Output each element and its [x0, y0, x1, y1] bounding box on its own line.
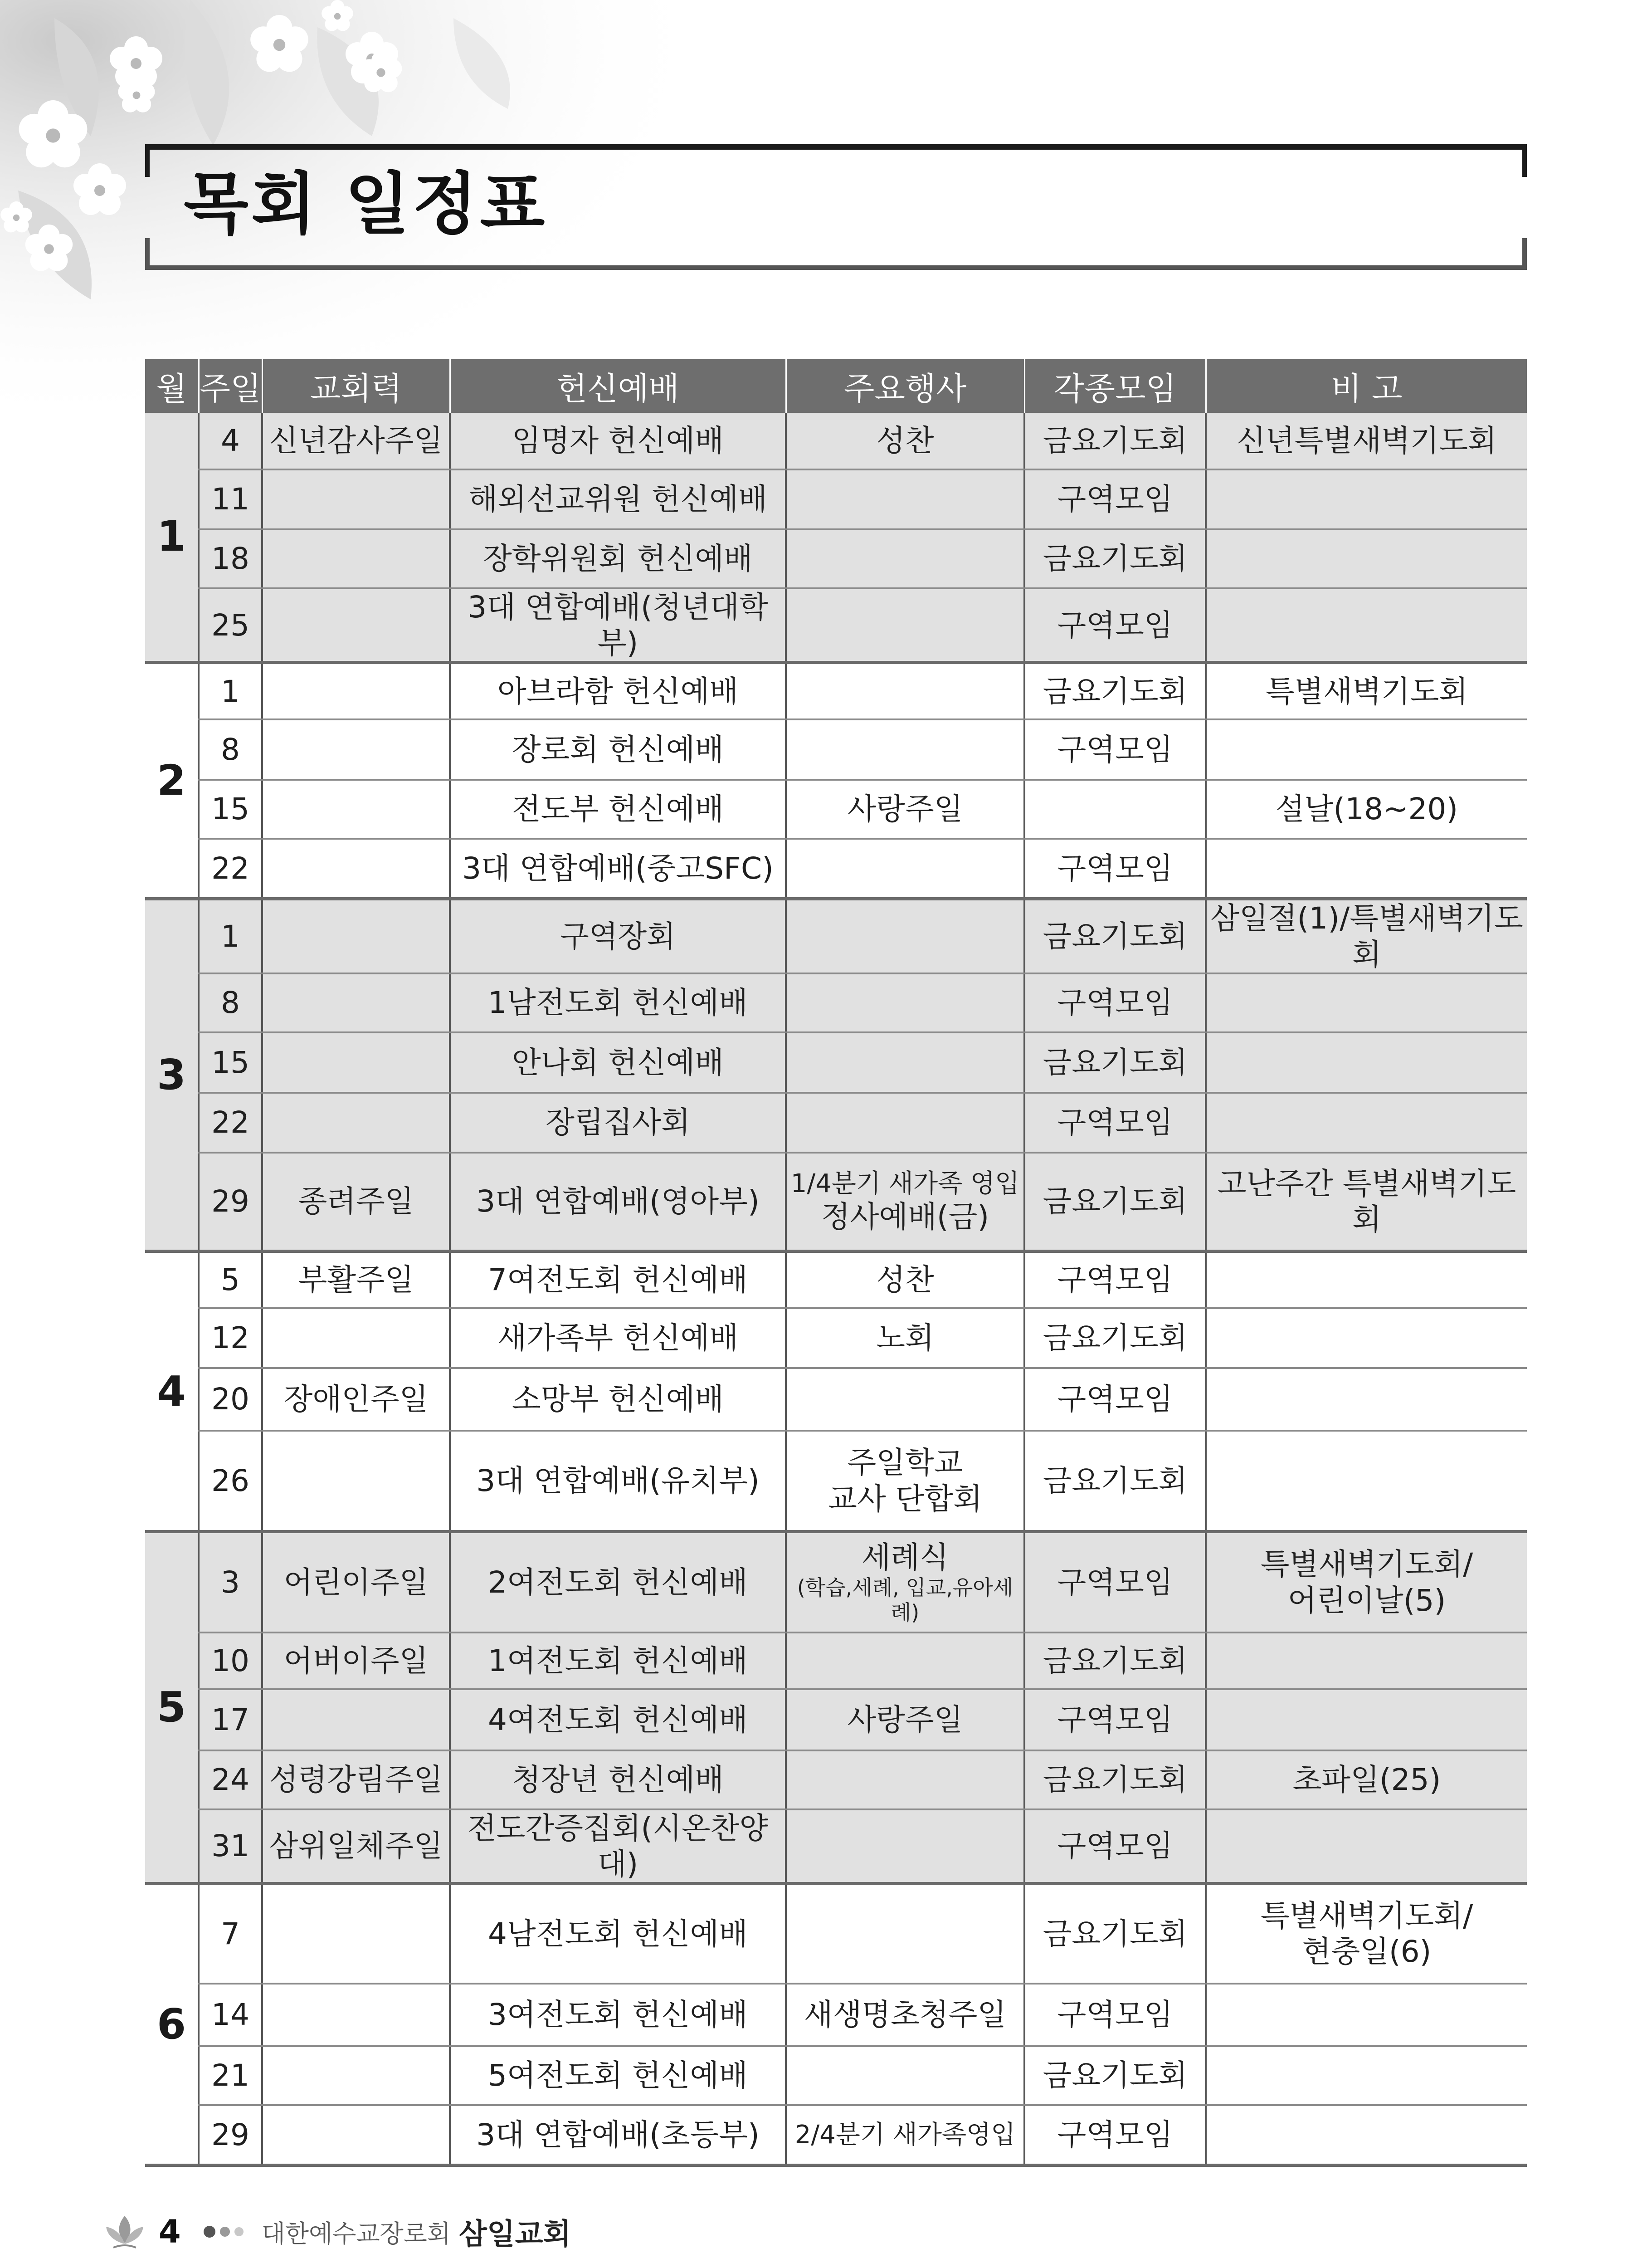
sunday-cell: 8: [199, 719, 262, 780]
dedication-service-cell: 안나회 헌신예배: [450, 1032, 786, 1093]
month-group: [145, 413, 1527, 663]
table-row: [145, 1633, 1527, 1689]
sunday-cell: 22: [199, 1093, 262, 1153]
notes-cell: 신년특별새벽기도회: [1206, 413, 1527, 469]
table-row: [145, 719, 1527, 780]
meetings-cell: 구역모임: [1024, 1984, 1206, 2046]
main-event-cell: 사랑주일: [786, 1689, 1024, 1750]
meetings-cell: 금요기도회: [1024, 663, 1206, 719]
table-row: [145, 413, 1527, 469]
church-calendar-cell: [262, 2105, 450, 2165]
sunday-cell: 29: [199, 2105, 262, 2165]
table-row: [145, 1093, 1527, 1153]
header-month: 월: [145, 359, 199, 413]
page-title: 목회 일정표: [184, 165, 548, 243]
notes-cell: [1206, 469, 1527, 529]
main-event-cell: [786, 1750, 1024, 1809]
main-event-cell: 2/4분기 새가족영입: [786, 2105, 1024, 2165]
church-calendar-cell: [262, 1431, 450, 1532]
sunday-cell: 11: [199, 469, 262, 529]
meetings-cell: 금요기도회: [1024, 2046, 1206, 2105]
notes-cell: [1206, 1093, 1527, 1153]
meetings-cell: 구역모임: [1024, 469, 1206, 529]
meetings-cell: 구역모임: [1024, 1093, 1206, 1153]
notes-cell: [1206, 1431, 1527, 1532]
dedication-service-cell: 3여전도회 헌신예배: [450, 1984, 786, 2046]
notes-cell-line: 특별새벽기도회/: [1260, 1547, 1473, 1582]
month-cell: 5: [145, 1532, 199, 1884]
month-cell: 6: [145, 1884, 199, 2165]
notes-cell: 특별새벽기도회: [1206, 663, 1527, 719]
table-row: [145, 1532, 1527, 1633]
notes-cell: [1206, 2046, 1527, 2105]
meetings-cell: 금요기도회: [1024, 1750, 1206, 1809]
meetings-cell: 금요기도회: [1024, 1308, 1206, 1368]
meetings-cell: 구역모임: [1024, 1368, 1206, 1431]
dedication-service-cell: 3대 연합예배(영아부): [450, 1153, 786, 1251]
dedication-service-cell: 4여전도회 헌신예배: [450, 1689, 786, 1750]
sunday-cell: 3: [199, 1532, 262, 1633]
church-calendar-cell: [262, 780, 450, 839]
dot-icon: [204, 2226, 215, 2238]
main-event-cell: [786, 469, 1024, 529]
main-event-cell: 새생명초청주일: [786, 1984, 1024, 2046]
dot-icon: [220, 2227, 230, 2237]
notes-cell-line: 어린이날(5): [1287, 1583, 1446, 1618]
church-calendar-cell: [262, 1884, 450, 1984]
table-row: [145, 1153, 1527, 1251]
church-calendar-cell: [262, 588, 450, 663]
church-calendar-cell: [262, 1984, 450, 2046]
church-calendar-cell: [262, 973, 450, 1032]
meetings-cell: 금요기도회: [1024, 1153, 1206, 1251]
sunday-cell: 8: [199, 973, 262, 1032]
dedication-service-cell: 3대 연합예배(초등부): [450, 2105, 786, 2165]
meetings-cell: 구역모임: [1024, 2105, 1206, 2165]
sunday-cell: 20: [199, 1368, 262, 1431]
table-row: [145, 1251, 1527, 1308]
sunday-cell: 25: [199, 588, 262, 663]
dedication-service-cell: 임명자 헌신예배: [450, 413, 786, 469]
table-row: [145, 2105, 1527, 2165]
dedication-service-cell: 장학위원회 헌신예배: [450, 529, 786, 588]
leaf-icon: [104, 2211, 145, 2252]
sunday-cell: 31: [199, 1809, 262, 1884]
main-event-cell-line: 정사예배(금): [821, 1199, 989, 1234]
notes-cell: [1206, 1308, 1527, 1368]
meetings-cell: 구역모임: [1024, 1532, 1206, 1633]
notes-cell: [1206, 1884, 1527, 1984]
main-event-cell: [786, 1809, 1024, 1884]
table-row: [145, 1884, 1527, 1984]
church-calendar-cell: 어버이주일: [262, 1633, 450, 1689]
main-event-cell-line: 교사 단합회: [828, 1481, 982, 1516]
frame-corner-tl: [145, 150, 150, 177]
church-calendar-cell: [262, 899, 450, 973]
main-event-cell: [786, 588, 1024, 663]
meetings-cell: 금요기도회: [1024, 1431, 1206, 1532]
notes-cell: [1206, 719, 1527, 780]
church-calendar-cell: [262, 663, 450, 719]
month-cell: 3: [145, 899, 199, 1251]
header-notes: 비 고: [1206, 359, 1527, 413]
meetings-cell: 구역모임: [1024, 1809, 1206, 1884]
table-row: [145, 1032, 1527, 1093]
table-row: [145, 663, 1527, 719]
main-event-cell: [786, 1532, 1024, 1633]
dedication-service-cell: 2여전도회 헌신예배: [450, 1532, 786, 1633]
dedication-service-cell: 1남전도회 헌신예배: [450, 973, 786, 1032]
table-header-row: [145, 359, 1527, 413]
meetings-cell: [1024, 780, 1206, 839]
main-event-cell: [786, 1884, 1024, 1984]
table-row: [145, 1689, 1527, 1750]
notes-cell-line: 특별새벽기도회/: [1260, 1898, 1473, 1934]
notes-cell: [1206, 1689, 1527, 1750]
table-row: [145, 899, 1527, 973]
main-event-cell: [786, 1633, 1024, 1689]
footer-church-name: 삼일교회: [459, 2218, 571, 2251]
dedication-service-cell: 전도부 헌신예배: [450, 780, 786, 839]
notes-cell: 삼일절(1)/특별새벽기도회: [1206, 899, 1527, 973]
notes-cell: [1206, 2105, 1527, 2165]
header-meetings: 각종모임: [1024, 359, 1206, 413]
sunday-cell: 22: [199, 839, 262, 899]
notes-cell: [1206, 1251, 1527, 1308]
table-row: [145, 2046, 1527, 2105]
church-calendar-cell: 신년감사주일: [262, 413, 450, 469]
meetings-cell: 금요기도회: [1024, 899, 1206, 973]
meetings-cell: 금요기도회: [1024, 1633, 1206, 1689]
notes-cell: [1206, 1368, 1527, 1431]
main-event-cell-line: 주일학교: [847, 1445, 963, 1481]
main-event-cell: 노회: [786, 1308, 1024, 1368]
main-event-cell: 성찬: [786, 413, 1024, 469]
month-cell: 2: [145, 663, 199, 899]
main-event-cell: [786, 663, 1024, 719]
dedication-service-cell: 장로회 헌신예배: [450, 719, 786, 780]
table-row: [145, 1750, 1527, 1809]
main-event-cell: 사랑주일: [786, 780, 1024, 839]
main-event-cell: [786, 529, 1024, 588]
church-calendar-cell: 부활주일: [262, 1251, 450, 1308]
church-calendar-cell: [262, 1689, 450, 1750]
sunday-cell: 7: [199, 1884, 262, 1984]
header-church-calendar: 교회력: [262, 359, 450, 413]
dedication-service-cell: 7여전도회 헌신예배: [450, 1251, 786, 1308]
sunday-cell: 10: [199, 1633, 262, 1689]
notes-cell: [1206, 1532, 1527, 1633]
dedication-service-cell: 장립집사회: [450, 1093, 786, 1153]
dedication-service-cell: 전도간증집회(시온찬양대): [450, 1809, 786, 1884]
sunday-cell: 24: [199, 1750, 262, 1809]
notes-cell-line: 현충일(6): [1302, 1934, 1432, 1970]
sunday-cell: 12: [199, 1308, 262, 1368]
church-calendar-cell: [262, 839, 450, 899]
church-calendar-cell: 삼위일체주일: [262, 1809, 450, 1884]
sunday-cell: 1: [199, 899, 262, 973]
dedication-service-cell: 해외선교위원 헌신예배: [450, 469, 786, 529]
table-row: [145, 588, 1527, 663]
frame-corner-br: [1522, 238, 1527, 265]
table-row: [145, 1368, 1527, 1431]
church-calendar-cell: 어린이주일: [262, 1532, 450, 1633]
dedication-service-cell: 5여전도회 헌신예배: [450, 2046, 786, 2105]
page-number: 4: [159, 2213, 181, 2250]
sunday-cell: 5: [199, 1251, 262, 1308]
main-event-cell: [786, 719, 1024, 780]
table-row: [145, 469, 1527, 529]
month-group: [145, 1532, 1527, 1884]
month-group: [145, 1884, 1527, 2165]
meetings-cell: 구역모임: [1024, 588, 1206, 663]
sunday-cell: 15: [199, 780, 262, 839]
notes-cell: [1206, 1809, 1527, 1884]
church-calendar-cell: 성령강림주일: [262, 1750, 450, 1809]
table-row: [145, 780, 1527, 839]
notes-cell: [1206, 839, 1527, 899]
main-event-cell: [786, 1032, 1024, 1093]
table-row: [145, 1809, 1527, 1884]
month-group: [145, 663, 1527, 899]
meetings-cell: 금요기도회: [1024, 1032, 1206, 1093]
dedication-service-cell: 구역장회: [450, 899, 786, 973]
header-main-event: 주요행사: [786, 359, 1024, 413]
main-event-cell: [786, 2046, 1024, 2105]
table-row: [145, 1308, 1527, 1368]
meetings-cell: 금요기도회: [1024, 529, 1206, 588]
church-calendar-cell: [262, 719, 450, 780]
table-row: [145, 529, 1527, 588]
meetings-cell: 구역모임: [1024, 973, 1206, 1032]
dot-icon: [234, 2227, 244, 2236]
month-group: [145, 899, 1527, 1251]
church-calendar-cell: [262, 1032, 450, 1093]
sunday-cell: 29: [199, 1153, 262, 1251]
main-event-cell-line: (학습,세례, 입교,유아세례): [797, 1575, 1014, 1625]
header-dedication-service: 헌신예배: [450, 359, 786, 413]
dedication-service-cell: 새가족부 헌신예배: [450, 1308, 786, 1368]
notes-cell: [1206, 973, 1527, 1032]
table-row: [145, 1431, 1527, 1532]
church-calendar-cell: [262, 2046, 450, 2105]
main-event-cell: [786, 1431, 1024, 1532]
meetings-cell: 구역모임: [1024, 1251, 1206, 1308]
schedule-table: [145, 359, 1527, 2167]
main-event-cell: [786, 973, 1024, 1032]
page-footer: [104, 2204, 571, 2259]
sunday-cell: 15: [199, 1032, 262, 1093]
meetings-cell: 구역모임: [1024, 1689, 1206, 1750]
meetings-cell: 금요기도회: [1024, 413, 1206, 469]
sunday-cell: 21: [199, 2046, 262, 2105]
meetings-cell: 금요기도회: [1024, 1884, 1206, 1984]
church-calendar-cell: 장애인주일: [262, 1368, 450, 1431]
main-event-cell: [786, 899, 1024, 973]
month-group: [145, 1251, 1527, 1532]
notes-cell: 고난주간 특별새벽기도회: [1206, 1153, 1527, 1251]
notes-cell: [1206, 588, 1527, 663]
footer-organization: 대한예수교장로회: [261, 2219, 451, 2248]
meetings-cell: 구역모임: [1024, 719, 1206, 780]
church-calendar-cell: 종려주일: [262, 1153, 450, 1251]
header-sunday: 주일: [199, 359, 262, 413]
main-event-cell: [786, 1368, 1024, 1431]
dedication-service-cell: 청장년 헌신예배: [450, 1750, 786, 1809]
notes-cell: [1206, 1984, 1527, 2046]
dedication-service-cell: 3대 연합예배(유치부): [450, 1431, 786, 1532]
month-cell: 1: [145, 413, 199, 663]
table-row: [145, 839, 1527, 899]
church-calendar-cell: [262, 1308, 450, 1368]
table-row: [145, 1984, 1527, 2046]
frame-corner-bl: [145, 238, 150, 265]
title-frame: [145, 144, 1527, 270]
church-calendar-cell: [262, 1093, 450, 1153]
church-calendar-cell: [262, 529, 450, 588]
table-row: [145, 973, 1527, 1032]
sunday-cell: 17: [199, 1689, 262, 1750]
notes-cell: [1206, 1032, 1527, 1093]
notes-cell: [1206, 529, 1527, 588]
main-event-cell: [786, 1093, 1024, 1153]
dedication-service-cell: 3대 연합예배(중고SFC): [450, 839, 786, 899]
sunday-cell: 18: [199, 529, 262, 588]
main-event-cell-line: 세례식: [862, 1540, 949, 1575]
sunday-cell: 4: [199, 413, 262, 469]
dedication-service-cell: 4남전도회 헌신예배: [450, 1884, 786, 1984]
sunday-cell: 1: [199, 663, 262, 719]
dedication-service-cell: 3대 연합예배(청년대학부): [450, 588, 786, 663]
dedication-service-cell: 소망부 헌신예배: [450, 1368, 786, 1431]
main-event-cell: [786, 1153, 1024, 1251]
dedication-service-cell: 1여전도회 헌신예배: [450, 1633, 786, 1689]
main-event-cell: [786, 839, 1024, 899]
church-calendar-cell: [262, 469, 450, 529]
sunday-cell: 14: [199, 1984, 262, 2046]
notes-cell: [1206, 1633, 1527, 1689]
frame-corner-tr: [1522, 150, 1527, 177]
month-cell: 4: [145, 1251, 199, 1532]
notes-cell: 초파일(25): [1206, 1750, 1527, 1809]
main-event-cell-line: 1/4분기 새가족 영입: [790, 1168, 1020, 1198]
sunday-cell: 26: [199, 1431, 262, 1532]
dedication-service-cell: 아브라함 헌신예배: [450, 663, 786, 719]
main-event-cell: 성찬: [786, 1251, 1024, 1308]
notes-cell: 설날(18~20): [1206, 780, 1527, 839]
meetings-cell: 구역모임: [1024, 839, 1206, 899]
